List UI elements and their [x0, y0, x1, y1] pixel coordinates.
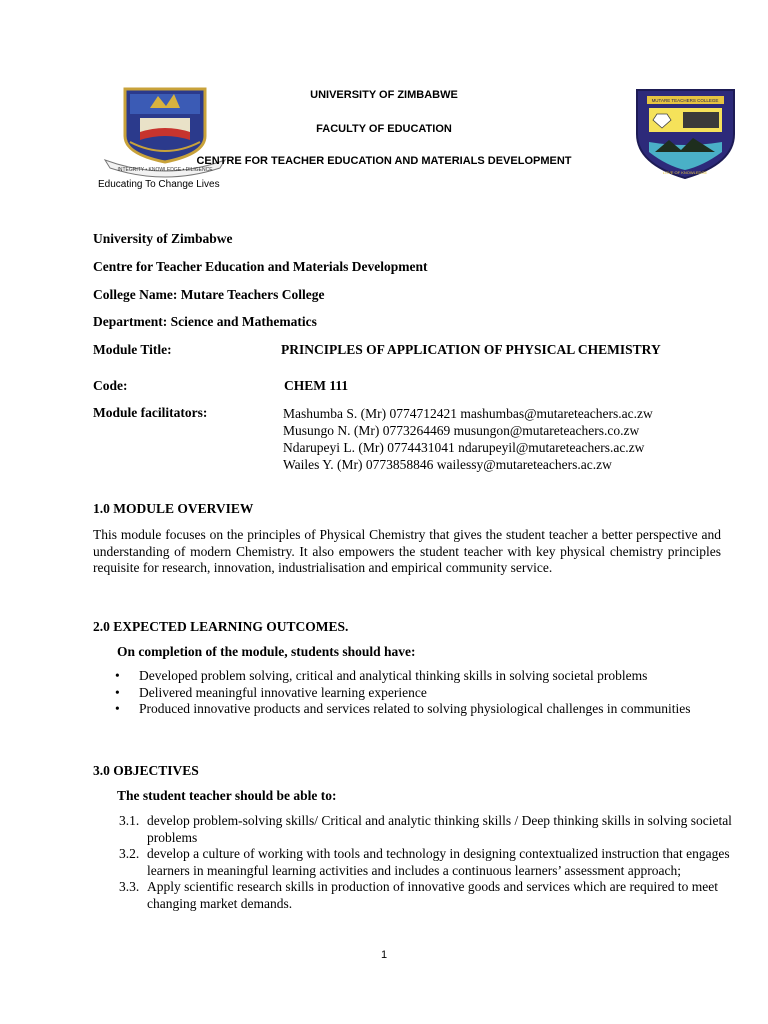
- info-university: University of Zimbabwe: [93, 231, 233, 246]
- header-university: UNIVERSITY OF ZIMBABWE: [310, 89, 458, 101]
- facilitator-item: Ndarupeyi L. (Mr) 0774431041 ndarupeyil@mutareteachers.ac.zw: [283, 440, 645, 455]
- header-faculty: FACULTY OF EDUCATION: [316, 123, 452, 135]
- info-college: College Name: Mutare Teachers College: [93, 287, 325, 302]
- svg-text:INTEGRITY • KNOWLEDGE • DILIGE: INTEGRITY • KNOWLEDGE • DILIGENCE: [117, 167, 213, 173]
- facilitator-item: Wailes Y. (Mr) 0773858846 wailessy@mutareteachers.ac.zw: [283, 457, 612, 472]
- svg-text:LOVE OF KNOWLEDGE: LOVE OF KNOWLEDGE: [662, 170, 708, 175]
- list-item: • Developed problem solving, critical and analytical thinking skills in solving societal problems: [115, 668, 648, 683]
- list-item: • Produced innovative products and services related to solving physiological challenges in communities: [115, 701, 691, 716]
- svg-text:MUTARE TEACHERS COLLEGE: MUTARE TEACHERS COLLEGE: [651, 98, 719, 103]
- info-department: Department: Science and Mathematics: [93, 314, 317, 329]
- objectives-intro: The student teacher should be able to:: [117, 788, 337, 803]
- overview-paragraph: This module focuses on the principles of Physical Chemistry that gives the student teacher a better perspective and understanding of modern Chemistry. It also empowers the student teacher with key physical chemistry principles requisite for research, innovation, industrialisation and empirical community service.: [93, 527, 721, 575]
- facilitator-item: Mashumba S. (Mr) 0774712421 mashumbas@mutareteachers.ac.zw: [283, 406, 653, 421]
- bullet-dot-icon: •: [115, 668, 120, 683]
- info-centre: Centre for Teacher Education and Materials Development: [93, 259, 428, 274]
- objectives-list: [93, 813, 733, 912]
- list-item: • Delivered meaningful innovative learning experience: [115, 684, 427, 700]
- code-label: Code:: [93, 378, 128, 393]
- bullet-dot-icon: •: [115, 684, 120, 700]
- outcomes-list: [93, 668, 733, 718]
- facilitators-list: [283, 405, 653, 473]
- list-item: 3.1. develop problem-solving skills/ Critical and analytic thinking skills / Deep thinking skills in solving societal problems: [119, 813, 732, 845]
- list-item: 3.3. Apply scientific research skills in production of innovative goods and services which are required to meet changing market demands.: [119, 879, 718, 911]
- objectives-heading: 3.0 OBJECTIVES: [93, 763, 199, 778]
- page-number: 1: [380, 949, 388, 961]
- bullet-dot-icon: •: [115, 701, 120, 716]
- outcomes-heading: 2.0 EXPECTED LEARNING OUTCOMES.: [93, 619, 349, 634]
- college-motto: Educating To Change Lives: [98, 179, 220, 190]
- outcomes-intro: On completion of the module, students should have:: [117, 644, 416, 659]
- code-value: CHEM 111: [284, 378, 349, 393]
- module-title-label: Module Title:: [93, 342, 172, 357]
- facilitator-item: Musungo N. (Mr) 0773264469 musungon@mutareteachers.co.zw: [283, 423, 640, 438]
- header-centre: CENTRE FOR TEACHER EDUCATION AND MATERIALS DEVELOPMENT: [196, 155, 572, 167]
- facilitators-label: Module facilitators:: [93, 405, 208, 420]
- overview-heading: 1.0 MODULE OVERVIEW: [93, 501, 254, 516]
- module-title-value: PRINCIPLES OF APPLICATION OF PHYSICAL CHEMISTRY: [281, 342, 661, 357]
- list-item: 3.2. develop a culture of working with tools and technology in designing contextualized instruction that engages learners in meaningful learning activities and includes a continuous learners’ assessment approach;: [119, 846, 730, 878]
